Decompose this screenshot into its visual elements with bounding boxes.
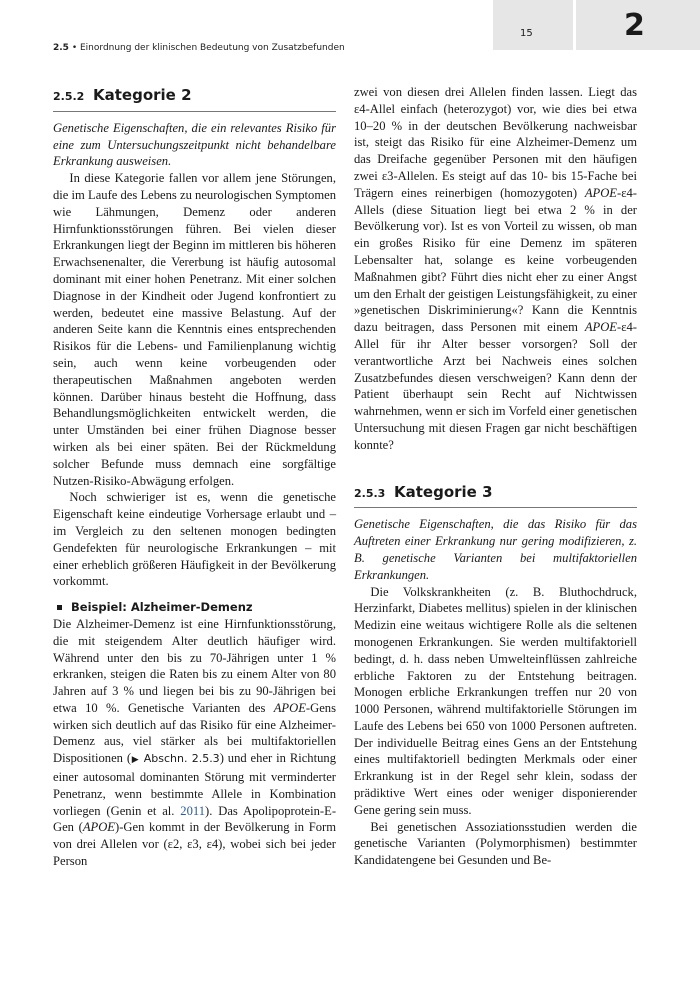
citation-link[interactable]: 2011 (180, 803, 206, 818)
paragraph: In diese Kategorie fallen vor allem jene Störungen, die im Laufe des Lebens zu neurologischen Symptomen wie Lähmungen, Demenz oder anderen Hirnfunktionsstörungen führen. Bei vielen dieser Erkrankungen liegt der Beginn im mittleren bis höheren Erwachsenenalter, die Vererbung ist häufig autosomal dominant mit einer hohen Penetranz. Mit einer solchen Diagnose in der Kindheit oder Jugend konfrontiert zu werden, bedeutet eine massive Belastung. Auf der anderen Seite kann die Kenntnis eines entsprechenden Risikos für die Lebens- und Familienplanung wichtig sein, auch wenn keine vorbeugenden oder therapeutischen Maßnahmen angeboten werden können. Darüber hinaus besteht die Hoffnung, dass Behandlungsmöglichkeiten entwickelt werden, die unter Umständen bei einer frühen Diagnose besser wirken als bei einer späten. Bei der Rückmeldung solcher Befunde muss demnach eine sorgfältige Nutzen-Risiko-Abwägung erfolgen. (53, 171, 336, 488)
chapter-number: 2 (624, 8, 645, 43)
running-head-number: 2.5 (53, 43, 69, 53)
running-head-text: Einordnung der klinischen Bedeutung von Zusatzbefunden (80, 43, 345, 53)
section-heading-2-5-2 (53, 87, 336, 112)
example-box-title: Beispiel: Alzheimer-Demenz (71, 600, 253, 615)
paragraph: Noch schwieriger ist es, wenn die genetische Eigenschaft keine eindeutige Vorhersage erlaubt und – im Vergleich zu den seltenen monogen bedingten Gendefekten für neurologische Erkrankungen – mit einer erheblich größeren Häufigkeit in der Bevölkerung vorkommt. (53, 490, 336, 589)
text-run: ). Das Apolipoprotein-E-Gen ( (53, 803, 337, 835)
left-column (53, 83, 336, 870)
gene-name: APOE (584, 185, 618, 200)
example-box-heading (53, 599, 336, 616)
bullet-square-icon (57, 605, 62, 610)
reference-arrow-icon: ▶ (131, 755, 140, 766)
paragraph: Bei genetischen Assoziationsstudien werden die genetische Varianten (Polymorphismen) bestimmter Kandidatengene bei Gesunden und Be- (354, 819, 637, 868)
section-number: 2.5.3 (354, 486, 386, 500)
gene-name: APOE (273, 700, 306, 715)
page-number: 15 (520, 28, 533, 39)
gene-name: APOE (584, 320, 618, 335)
section-number: 2.5.2 (53, 90, 85, 103)
text-run: -ε4-Allel für ihr Alter besser vorsorgen? Soll der verantwortliche Arzt bei Nachweis eines solchen Zusatzbefundes diesen verschweigen? Kann denn der Patient überhaupt sein Recht auf Nichtwissen wahrnehmen, wenn er sich im Vorfeld einer genetischen Untersuchung mit diesen Fragen gar nicht beschäftigen konnte? (354, 320, 637, 452)
running-head (53, 43, 345, 53)
text-run: -ε4-Allels (diese Situation liegt bei etwa 2 % in der Bevölkerung vor). Ist es von Vorteil zu wissen, ob man ein großes Risiko für eine Demenz im späteren Lebensalter hat, solange es keine vorbeugenden Maßnahmen gibt? Führt dies nicht eher zu einer Angst um den Erhalt der geistigen Leistungsfähigkeit, zu einer »genetischen Diskriminierung«? Kann die Kenntnis dazu beitragen, dass Personen mit einem (354, 185, 637, 335)
section-title: Kategorie 3 (394, 482, 493, 501)
text-run: ) und eher in Richtung einer autosomal dominanten Störung mit verminderter Penetranz, wenn bestimmte Allele in Kombination vorliegen (Genin et al. (53, 751, 336, 818)
section-reference-link[interactable]: Abschn. 2.5.3 (139, 752, 220, 766)
text-run: zwei von diesen drei Allelen finden lassen. Liegt das ε4-Allel einfach (heterozygot) vor, wie dies bei etwa 10–20 % in der deutschen Bevölkerung nachweisbar ist, steigt das Risiko für eine Alzheimer-Demenz um das Dreifache gegenüber Personen mit den häufigen zwei ε3-Allelen. Es steigt auf das 10- bis 15-Fache bei Trägern eines reinerbigen (homozygoten) (354, 85, 637, 200)
right-column (354, 84, 637, 869)
running-head-separator: • (71, 43, 80, 53)
text-run: -Gens wirken sich deutlich auf das Risiko für eine Alzheimer-Demenz aus, viel stärker als bei multifaktoriellen Dispositionen ( (53, 700, 336, 766)
text-run: )-Gen kommt in der Bevölkerung in Form von drei Allelen vor (ε2, ε3, ε4), wobei sich bei jeder Person (53, 820, 336, 869)
example-box-text (53, 616, 336, 870)
section-abstract: Genetische Eigenschaften, die ein relevantes Risiko für eine zum Untersuchungszeitpunkt nicht behandelbare Erkrankung ausweisen. (53, 120, 336, 169)
gene-name: APOE (82, 820, 116, 835)
paragraph: Die Volkskrankheiten (z. B. Bluthochdruck, Herzinfarkt, Diabetes mellitus) spielen in der klinischen Medizin eine weitaus wichtigere Rolle als die seltenen monogenen Erkrankungen. Sie werden multifaktoriell bedingt, d. h. dass neben Umwelteinflüssen zahlreiche erbliche Faktoren zu der Entstehung beitragen. Monogen erbliche Erkrankungen treffen nur 20 von 1000 Personen, während multifaktorielle Störungen im Laufe des Lebens bei 650 von 1000 Personen auftreten. Der individuelle Beitrag eines Gens an der Entstehung eines multifaktoriell bedingten Merkmals oder einer Erkrankung ist in der Regel sehr klein, sodass der prädiktive Wert eines oder weniger disponierender Gene gering sein muss. (354, 584, 637, 817)
example-box-text-continued (354, 84, 637, 454)
section-heading-2-5-3 (354, 484, 637, 509)
text-run: Die Alzheimer-Demenz ist eine Hirnfunktionsstörung, die mit steigendem Alter deutlich häufiger wird. Während unter den bis zu 70-Jährigen unter 1 % erkranken, steigen die Raten bis zu einem Alter von 80 Jahren auf 3 % und liegen bei bis zu 90-Jährigen bei etwa 10 %. Genetische Varianten des (53, 616, 336, 715)
section-title: Kategorie 2 (93, 86, 192, 104)
section-abstract: Genetische Eigenschaften, die das Risiko für das Auftreten einer Erkrankung nur gering modifizieren, z. B. genetische Varianten bei multifaktoriellen Erkrankungen. (354, 517, 637, 582)
page-number-tab (493, 0, 573, 50)
